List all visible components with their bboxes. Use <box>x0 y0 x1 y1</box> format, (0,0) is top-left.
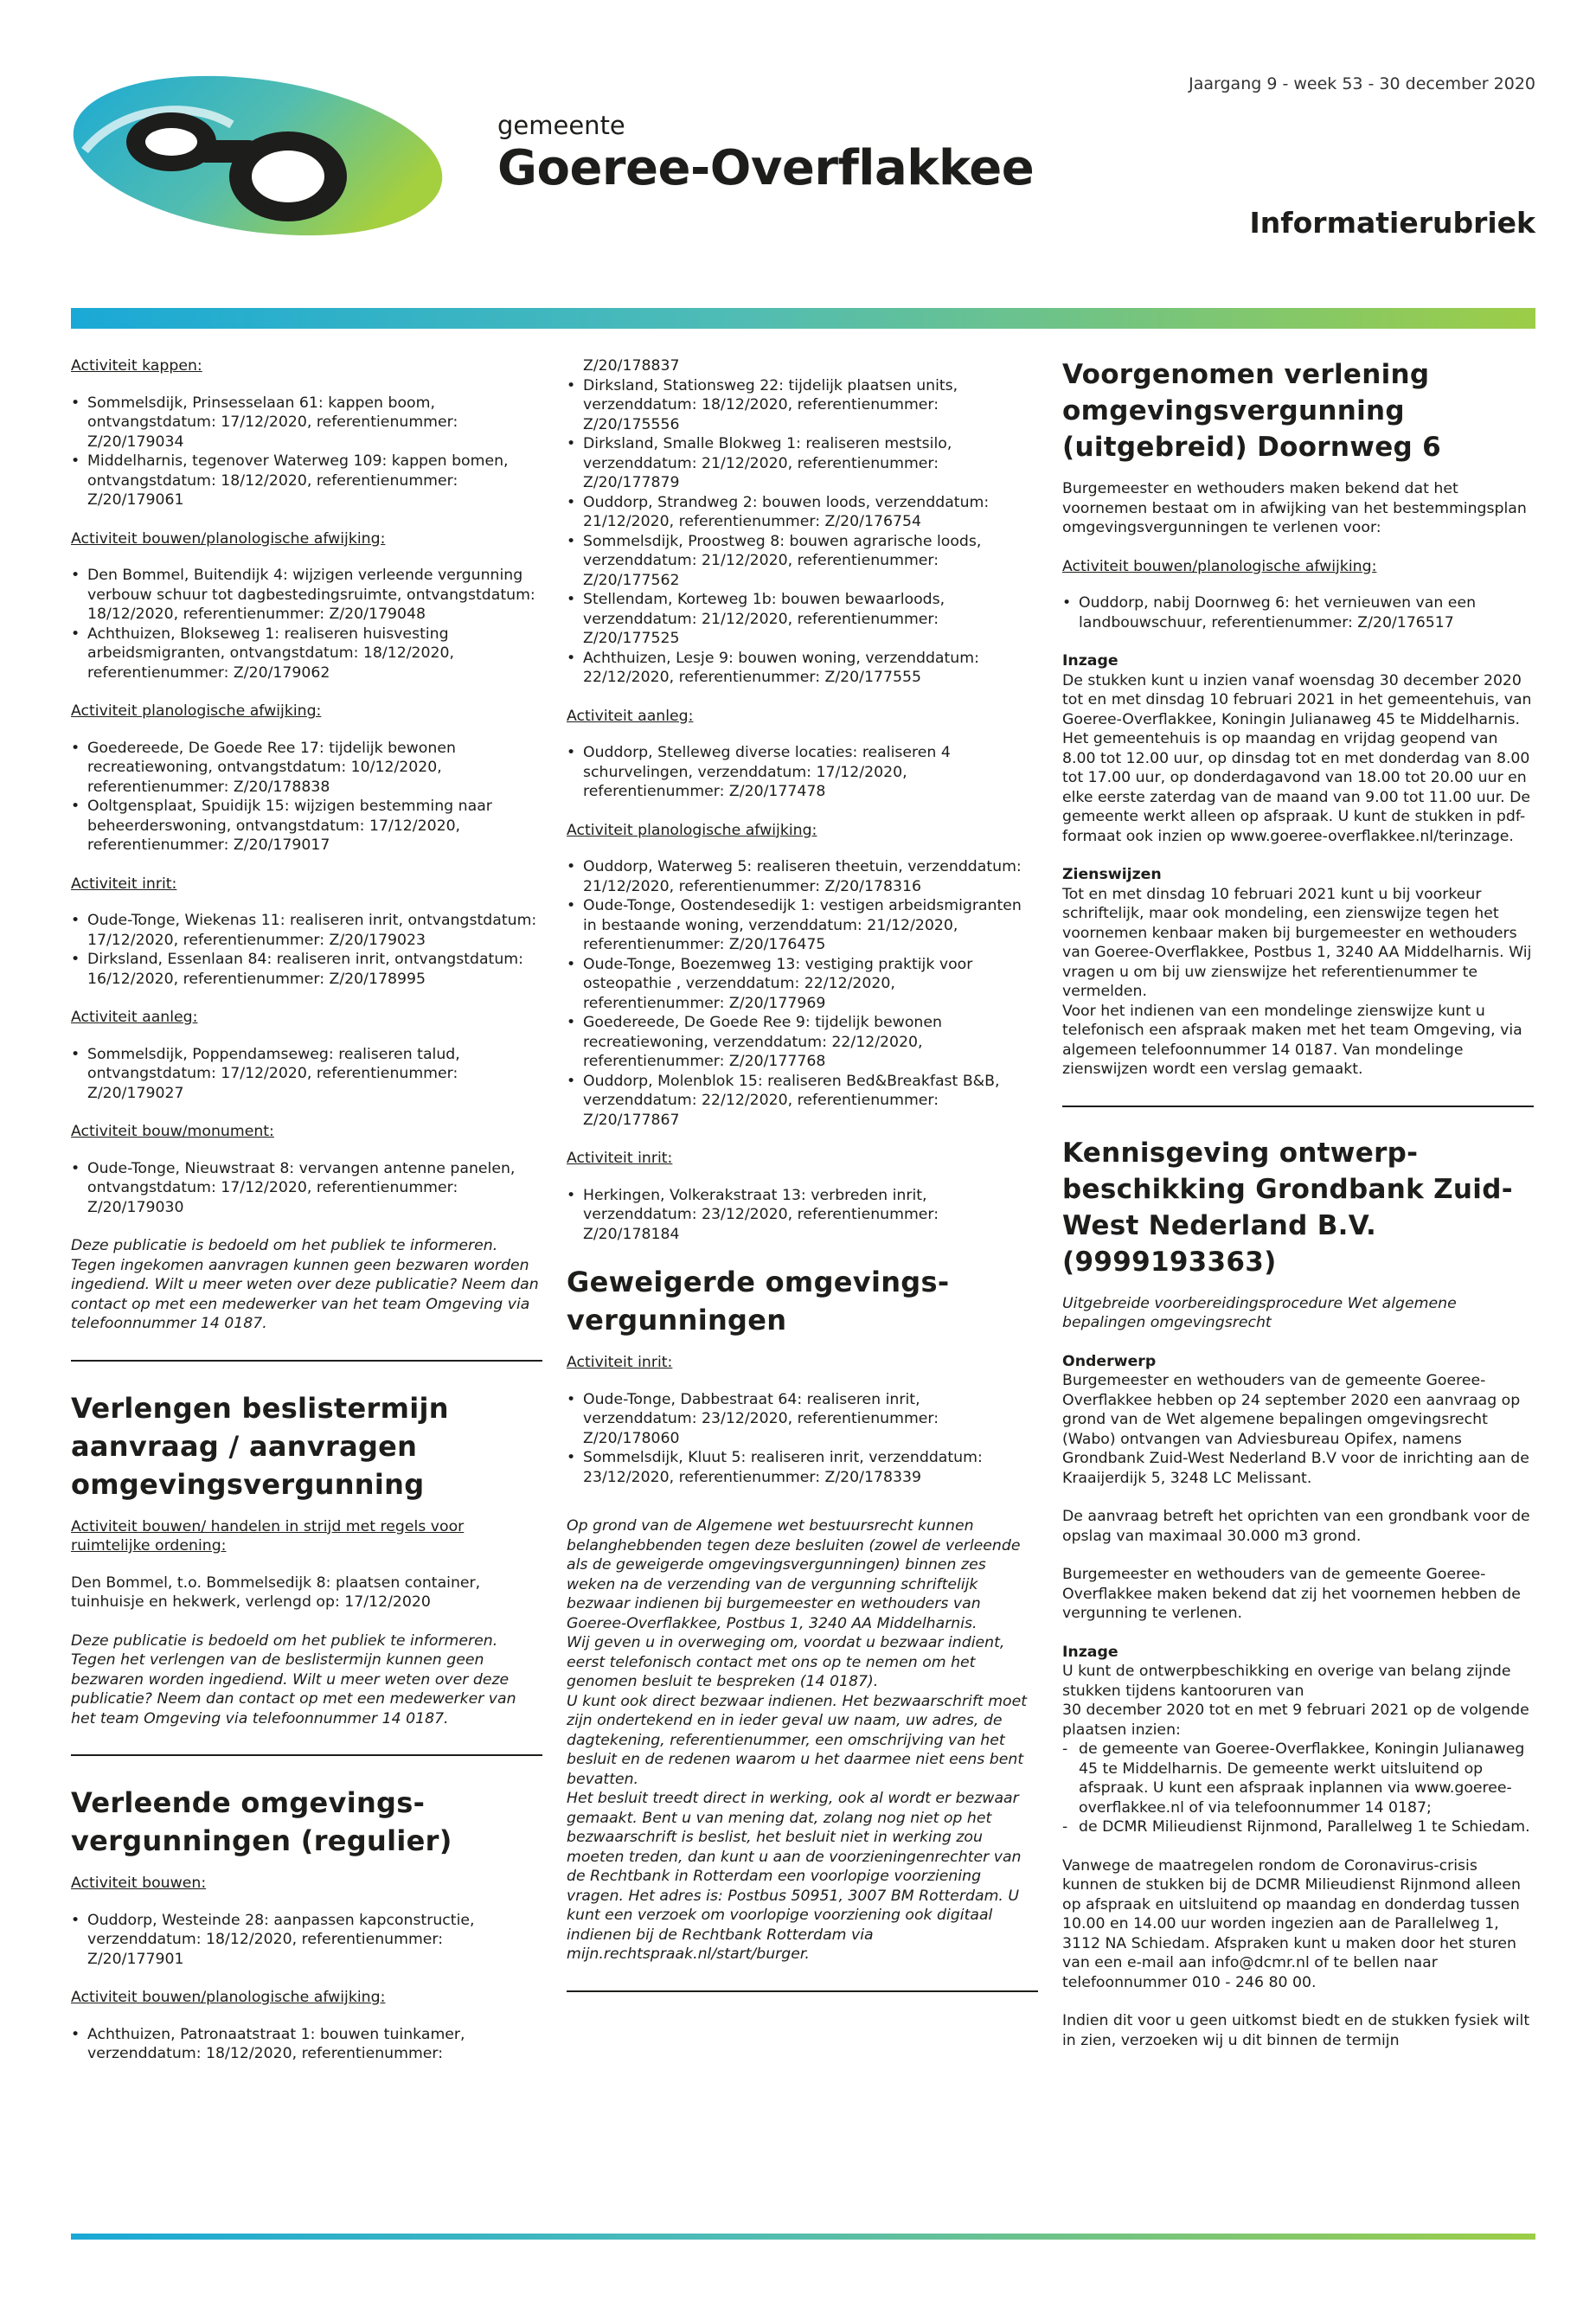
list-item: • Ouddorp, Molenblok 15: realiseren Bed&Breakfast B&B, verzenddatum: 22/12/2020, referentienummer: Z/20/177867 <box>567 1072 1038 1131</box>
section-heading: Kennisgeving ontwerp-beschikking Grondbank Zuid-West Nederland B.V. (9999193363) <box>1062 1137 1513 1278</box>
list-item: • Dirksland, Essenlaan 84: realiseren inrit, ontvangstdatum: 16/12/2020, referentienummer: Z/20/178995 <box>71 950 542 989</box>
notice-list <box>567 376 1038 688</box>
publication-note: Deze publicatie is bedoeld om het publiek te informeren. Tegen het verlengen van de beslistermijn kunnen geen bezwaren worden ingediend. Wilt u meer weten over deze publicatie? Neem dan contact op met een medewerker van het team Omgeving via telefoonnummer 14 0187. <box>71 1631 516 1727</box>
list-item: • Herkingen, Volkerakstraat 13: verbreden inrit, verzenddatum: 23/12/2020, referentienummer: Z/20/178184 <box>567 1186 1038 1245</box>
section-divider <box>71 1360 542 1362</box>
notice-text: Indien dit voor u geen uitkomst biedt en de stukken fysiek wilt in zien, verzoeken wij u dit binnen de termijn <box>1062 2012 1530 2049</box>
list-item: • Ouddorp, Waterweg 5: realiseren theetuin, verzenddatum: 21/12/2020, referentienummer: Z/20/178316 <box>567 857 1038 896</box>
notice-text: Den Bommel, t.o. Bommelsedijk 8: plaatsen container, tuinhuisje en hekwerk, verlengd op: 17/12/2020 <box>71 1574 481 1611</box>
subheading: Inzage <box>1062 652 1118 670</box>
brand-title: Goeree-Overflakkee <box>497 140 1035 196</box>
list-item: • Dirksland, Smalle Blokweg 1: realiseren mestsilo, verzenddatum: 21/12/2020, referentienummer: Z/20/177879 <box>567 434 1038 493</box>
list-item: • Oude-Tonge, Dabbestraat 64: realiseren inrit, verzenddatum: 23/12/2020, referentienummer: Z/20/178060 <box>567 1390 1038 1449</box>
section-divider <box>71 1754 542 1756</box>
notice-list <box>1062 593 1534 632</box>
list-item: • Goedereede, De Goede Ree 9: tijdelijk bewonen recreatiewoning, verzenddatum: 22/12/2020, referentienummer: Z/20/177768 <box>567 1013 1038 1072</box>
column-1 <box>71 356 542 2083</box>
subheading: Onderwerp <box>1062 1352 1157 1370</box>
section-heading: Voorgenomen verlening omgevingsvergunning (uitgebreid) Doornweg 6 <box>1062 359 1441 463</box>
section-heading: Geweigerde omgevings-vergunningen <box>567 1266 950 1336</box>
notice-text: De aanvraag betreft het oprichten van een grondbank voor de opslag van maximaal 30.000 m3 grond. <box>1062 1508 1530 1545</box>
activity-heading: Activiteit planologische afwijking: <box>567 821 817 839</box>
issue-line: Jaargang 9 - week 53 - 30 december 2020 <box>1189 74 1535 93</box>
activity-heading: Activiteit inrit: <box>71 875 177 893</box>
list-item: • Oude-Tonge, Oostendesedijk 1: vestigen arbeidsmigranten in bestaande woning, verzenddatum: 21/12/2020, referentienummer: Z/20/176475 <box>567 896 1038 955</box>
notice-text: Burgemeester en wethouders van de gemeente Goeree-Overflakkee maken bekend dat zij het voornemen hebben de vergunning te verlenen. <box>1062 1566 1521 1622</box>
notice-list <box>567 743 1038 802</box>
activity-heading: Activiteit bouwen/planologische afwijking: <box>71 529 386 548</box>
list-item: • Achthuizen, Blokseweg 1: realiseren huisvesting arbeidsmigranten, ontvangstdatum: 18/12/2020, referentienummer: Z/20/179062 <box>71 625 542 683</box>
list-item: • Ouddorp, Westeinde 28: aanpassen kapconstructie, verzenddatum: 18/12/2020, referentienummer: Z/20/177901 <box>71 1911 542 1970</box>
notice-list <box>71 2025 542 2064</box>
notice-list <box>71 394 542 510</box>
section-divider <box>567 1990 1038 1992</box>
activity-heading: Activiteit bouwen/planologische afwijking: <box>1062 557 1377 575</box>
procedure-subtitle: Uitgebreide voorbereidingsprocedure Wet algemene bepalingen omgevingsrecht <box>1062 1294 1457 1331</box>
notice-text: Burgemeester en wethouders maken bekend dat het voornemen bestaat om in afwijking van het bestemmingsplan omgevingsvergunningen te verlenen voor: <box>1062 480 1527 536</box>
subheading: Inzage <box>1062 1643 1118 1661</box>
list-item: • Oude-Tonge, Nieuwstraat 8: vervangen antenne panelen, ontvangstdatum: 17/12/2020, referentienummer: Z/20/179030 <box>71 1159 542 1218</box>
list-item: • Middelharnis, tegenover Waterweg 109: kappen bomen, ontvangstdatum: 18/12/2020, referentienummer: Z/20/179061 <box>71 452 542 510</box>
activity-heading: Activiteit kappen: <box>71 357 202 375</box>
notice-list <box>71 739 542 856</box>
list-item: • Ouddorp, Stelleweg diverse locaties: realiseren 4 schurvelingen, verzenddatum: 17/12/2020, referentienummer: Z/20/177478 <box>567 743 1038 802</box>
header-color-bar <box>71 308 1535 329</box>
list-item: • Oude-Tonge, Wiekenas 11: realiseren inrit, ontvangstdatum: 17/12/2020, referentienummer: Z/20/179023 <box>71 911 542 950</box>
column-3 <box>1062 356 1534 2069</box>
notice-list <box>71 911 542 989</box>
list-item: - de gemeente van Goeree-Overflakkee, Koningin Julianaweg 45 te Middelharnis. De gemeente werkt uitsluitend op afspraak. U kunt een afspraak inplannen via www.goeree-overflakkee.nl of via telefoonnummer 14 0187; <box>1062 1740 1534 1817</box>
activity-heading: Activiteit bouwen: <box>71 1875 207 1892</box>
activity-heading: Activiteit planologische afwijking: <box>71 702 322 720</box>
notice-text: U kunt de ontwerpbeschikking en overige van belang zijnde stukken tijdens kantooruren van 30 december 2020 tot en met 9 februari 2021 op de volgende plaatsen inzien: <box>1062 1663 1529 1739</box>
list-item: • Ouddorp, Strandweg 2: bouwen loods, verzenddatum: 21/12/2020, referentienummer: Z/20/176754 <box>567 493 1038 532</box>
list-item: • Ouddorp, nabij Doornweg 6: het vernieuwen van een landbouwschuur, referentienummer: Z/20/176517 <box>1062 593 1534 632</box>
activity-heading: Activiteit inrit: <box>567 1354 673 1371</box>
notice-text: De stukken kunt u inzien vanaf woensdag 30 december 2020 tot en met dinsdag 10 februari 2021 in het gemeentehuis, van Goeree-Overflakkee, Koningin Julianaweg 45 te Middelharnis. Het gemeentehuis is op maandag en vrijdag geopend van 8.00 tot 12.00 uur, op dinsdag tot en met donderdag van 8.00 tot 17.00 uur, op donderdagavond van 18.00 tot 20.00 uur en elke eerste zaterdag van de maand van 9.00 tot 11.00 uur. De gemeente werkt alleen op afspraak. U kunt de stukken in pdf-formaat ook inzien op www.goeree-overflakkee.nl/terinzage. <box>1062 671 1532 845</box>
footer-color-bar <box>71 2234 1535 2240</box>
list-item: • Oude-Tonge, Boezemweg 13: vestiging praktijk voor osteopathie , verzenddatum: 22/12/2020, referentienummer: Z/20/177969 <box>567 955 1038 1014</box>
list-item: - de DCMR Milieudienst Rijnmond, Parallelweg 1 te Schiedam. <box>1062 1817 1534 1837</box>
section-heading: Verlengen beslistermijn aanvraag / aanvragen omgevingsvergunning <box>71 1391 449 1501</box>
column-2 <box>567 356 1038 2020</box>
activity-heading: Activiteit aanleg: <box>71 1009 198 1026</box>
notice-list <box>567 1186 1038 1245</box>
list-item: • Ooltgensplaat, Spuidijk 15: wijzigen bestemming naar beheerderswoning, ontvangstdatum: 17/12/2020, referentienummer: Z/20/179017 <box>71 797 542 856</box>
notice-list <box>71 1911 542 1970</box>
section-title: Informatierubriek <box>1249 206 1535 240</box>
notice-list <box>71 1159 542 1218</box>
location-list <box>1062 1740 1534 1837</box>
subheading: Zienswijzen <box>1062 866 1162 883</box>
list-item: • Sommelsdijk, Proostweg 8: bouwen agrarische loods, verzenddatum: 21/12/2020, referentienummer: Z/20/177562 <box>567 532 1038 591</box>
activity-heading: Activiteit bouwen/planologische afwijking: <box>71 1989 386 2006</box>
notice-list <box>567 857 1038 1130</box>
list-item: • Sommelsdijk, Prinsesselaan 61: kappen boom, ontvangstdatum: 17/12/2020, referentienummer: Z/20/179034 <box>71 394 542 452</box>
list-item: • Stellendam, Korteweg 1b: bouwen bewaarloods, verzenddatum: 21/12/2020, referentienummer: Z/20/177525 <box>567 590 1038 649</box>
section-heading: Verleende omgevings-vergunningen (regulier) <box>71 1786 452 1857</box>
activity-heading: Activiteit inrit: <box>567 1150 673 1167</box>
list-item: • Achthuizen, Lesje 9: bouwen woning, verzenddatum: 22/12/2020, referentienummer: Z/20/177555 <box>567 649 1038 688</box>
notice-text: Tot en met dinsdag 10 februari 2021 kunt u bij voorkeur schriftelijk, maar ook mondeling, een zienswijze tegen het voornemen kenbaar maken bij burgemeester en wethouders van Goeree-Overflakkee, Postbus 1, 3240 AA Middelharnis. Wij vragen u om bij uw zienswijze het referentienummer te vermelden. Voor het indienen van een mondelinge zienswijze kunt u telefonisch een afspraak maken met het team Omgeving, via algemeen telefoonnummer 14 0187. Van mondelinge zienswijzen wordt een verslag gemaakt. <box>1062 885 1532 1078</box>
list-item: • Dirksland, Stationsweg 22: tijdelijk plaatsen units, verzenddatum: 18/12/2020, referentienummer: Z/20/175556 <box>567 376 1038 435</box>
brand-prefix: gemeente <box>497 111 625 140</box>
notice-list <box>71 1045 542 1104</box>
notice-list <box>567 1390 1038 1488</box>
municipality-logo <box>67 73 448 246</box>
objection-text: Op grond van de Algemene wet bestuursrecht kunnen belanghebbenden tegen deze besluiten (zowel de verleende als de geweigerde omgevingsvergunningen) binnen zes weken na de verzending van de vergunning schriftelijk bezwaar indienen bij burgemeester en wethouders van Goeree-Overflakkee, Postbus 1, 3240 AA Middelharnis. Wij geven u in overweging om, voordat u bezwaar indient, eerst telefonisch contact met ons op te nemen om het genomen besluit te bespreken (14 0187). U kunt ook direct bezwaar indienen. Het bezwaarschrift moet zijn ondertekend en in ieder geval uw naam, uw adres, de dagtekening, referentienummer, een omschrijving van het besluit en de redenen waarom u het daarmee niet eens bent bevatten. Het besluit treedt direct in werking, ook al wordt er bezwaar gemaakt. Bent u van mening dat, zolang nog niet op het bezwaarschrift is beslist, het besluit niet in werking zou moeten treden, dan kunt u aan de voorzieningenrechter van de Rechtbank in Rotterdam een voorlopige voorziening vragen. Het adres is: Postbus 50951, 3007 BM Rotterdam. U kunt een verzoek om voorlopige voorziening ook digitaal indienen bij de Rechtbank Rotterdam via mijn.rechtspraak.nl/start/burger. <box>567 1517 1028 1963</box>
continued-reference: Z/20/178837 <box>583 357 680 375</box>
activity-heading: Activiteit aanleg: <box>567 707 694 725</box>
list-item: • Achthuizen, Patronaatstraat 1: bouwen tuinkamer, verzenddatum: 18/12/2020, referentienummer: <box>71 2025 542 2064</box>
notice-text: Vanwege de maatregelen rondom de Coronavirus-crisis kunnen de stukken bij de DCMR Milieudienst Rijnmond alleen op afspraak en uitsluitend op maandag en donderdag tussen 10.00 en 14.00 uur worden ingezien aan de Parallelweg 1, 3112 NA Schiedam. Afspraken kunt u maken door het sturen van een e-mail aan info@dcmr.nl of te bellen naar telefoonnummer 010 - 246 80 00. <box>1062 1856 1521 1991</box>
list-item: • Sommelsdijk, Poppendamseweg: realiseren talud, ontvangstdatum: 17/12/2020, referentienummer: Z/20/179027 <box>71 1045 542 1104</box>
activity-heading: Activiteit bouw/monument: <box>71 1123 274 1140</box>
list-item: • Sommelsdijk, Kluut 5: realiseren inrit, verzenddatum: 23/12/2020, referentienummer: Z/20/178339 <box>567 1448 1038 1487</box>
list-item: • Goedereede, De Goede Ree 17: tijdelijk bewonen recreatiewoning, ontvangstdatum: 10/12/2020, referentienummer: Z/20/178838 <box>71 739 542 798</box>
publication-note: Deze publicatie is bedoeld om het publiek te informeren. Tegen ingekomen aanvragen kunnen geen bezwaren worden ingediend. Wilt u meer weten over deze publicatie? Neem dan contact op met een medewerker van het team Omgeving via telefoonnummer 14 0187. <box>71 1237 539 1332</box>
activity-heading: Activiteit bouwen/ handelen in strijd met regels voor ruimtelijke ordening: <box>71 1517 465 1554</box>
brand-block <box>497 111 1034 197</box>
notice-text: Burgemeester en wethouders van de gemeente Goeree-Overflakkee hebben op 24 september 2020 een aanvraag op grond van de Wet algemene bepalingen omgevingsrecht (Wabo) ontvangen van Adviesbureau Opifex, namens Grondbank Zuid-West Nederland B.V voor de inrichting aan de Kraaijerdijk 5, 3248 LC Melissant. <box>1062 1372 1529 1487</box>
notice-list <box>71 566 542 683</box>
list-item: • Den Bommel, Buitendijk 4: wijzigen verleende vergunning verbouw schuur tot dagbestedingsruimte, ontvangstdatum: 18/12/2020, referentienummer: Z/20/179048 <box>71 566 542 625</box>
section-divider <box>1062 1106 1534 1107</box>
